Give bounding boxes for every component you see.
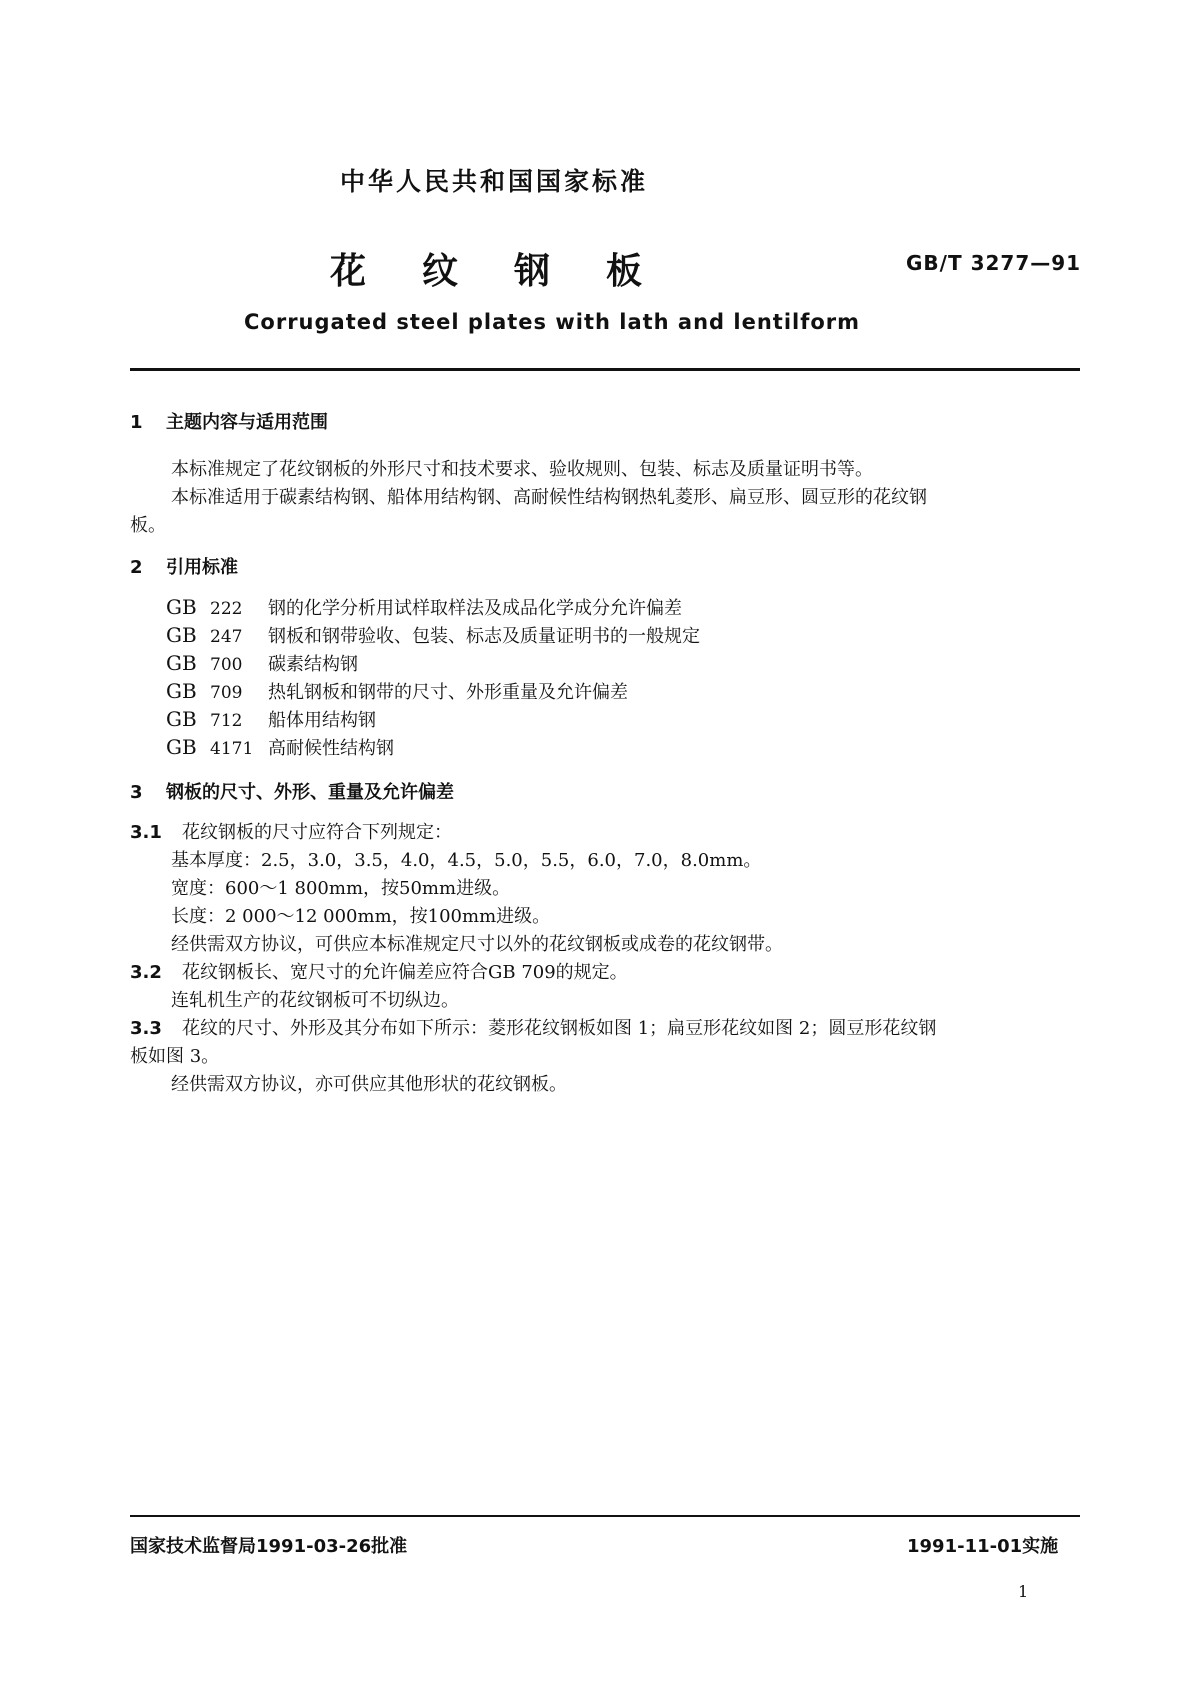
subsection-3-3: 3.3 花纹的尺寸、外形及其分布如下所示：菱形花纹钢板如图 1；扁豆形花纹如图 2；圆豆形花纹钢 (130, 1018, 937, 1039)
reference-row: GB 4171 高耐候性结构钢 (166, 735, 394, 759)
reference-row: GB 712 船体用结构钢 (166, 707, 376, 731)
section-number: 3 (130, 782, 143, 803)
section-number: 2 (130, 557, 143, 578)
section-title: 主题内容与适用范围 (166, 412, 328, 433)
section-1-heading (130, 408, 328, 434)
section-number: 1 (130, 412, 143, 433)
standard-code: GB/T 3277—91 (906, 251, 1082, 275)
reference-row: GB 222 钢的化学分析用试样取样法及成品化学成分允许偏差 (166, 595, 682, 619)
section-3-heading (130, 778, 454, 804)
length-line: 长度：2 000～12 000mm，按100mm进级。 (171, 906, 551, 927)
english-title: Corrugated steel plates with lath and lentilform (244, 310, 861, 334)
section-1-paragraph-2: 本标准适用于碳素结构钢、船体用结构钢、高耐候性结构钢热轧菱形、扁豆形、圆豆形的花纹钢 (171, 487, 927, 508)
reference-row: GB 700 碳素结构钢 (166, 651, 358, 675)
header-rule (130, 368, 1080, 371)
document-title: 花纹钢板 (330, 251, 699, 292)
subsection-3-3-cont: 板如图 3。 (130, 1046, 220, 1067)
thickness-line: 基本厚度：2.5，3.0，3.5，4.0，4.5，5.0，5.5，6.0，7.0，8.0mm。 (171, 850, 762, 871)
footer-rule (130, 1515, 1080, 1517)
section-1-paragraph-1: 本标准规定了花纹钢板的外形尺寸和技术要求、验收规则、包装、标志及质量证明书等。 (171, 459, 873, 480)
subsection-3-2: 3.2 花纹钢板长、宽尺寸的允许偏差应符合GB 709的规定。 (130, 962, 628, 983)
other-shapes-line: 经供需双方协议，亦可供应其他形状的花纹钢板。 (171, 1074, 567, 1095)
reference-row: GB 709 热轧钢板和钢带的尺寸、外形重量及允许偏差 (166, 679, 628, 703)
page-number: 1 (1018, 1582, 1029, 1601)
section-2-heading (130, 553, 238, 579)
continuous-mill-line: 连轧机生产的花纹钢板可不切纵边。 (171, 990, 459, 1011)
section-title: 钢板的尺寸、外形、重量及允许偏差 (166, 782, 454, 803)
approval-note: 国家技术监督局1991-03-26批准 (130, 1536, 408, 1557)
section-title: 引用标准 (166, 557, 238, 578)
effective-date: 1991-11-01实施 (907, 1536, 1059, 1557)
subsection-3-1: 3.1 花纹钢板的尺寸应符合下列规定： (130, 822, 452, 843)
width-line: 宽度：600～1 800mm，按50mm进级。 (171, 878, 511, 899)
section-1-paragraph-2-cont: 板。 (130, 515, 166, 536)
standard-type-heading: 中华人民共和国国家标准 (340, 167, 649, 196)
reference-row: GB 247 钢板和钢带验收、包装、标志及质量证明书的一般规定 (166, 623, 700, 647)
agreement-line: 经供需双方协议，可供应本标准规定尺寸以外的花纹钢板或成卷的花纹钢带。 (171, 934, 783, 955)
